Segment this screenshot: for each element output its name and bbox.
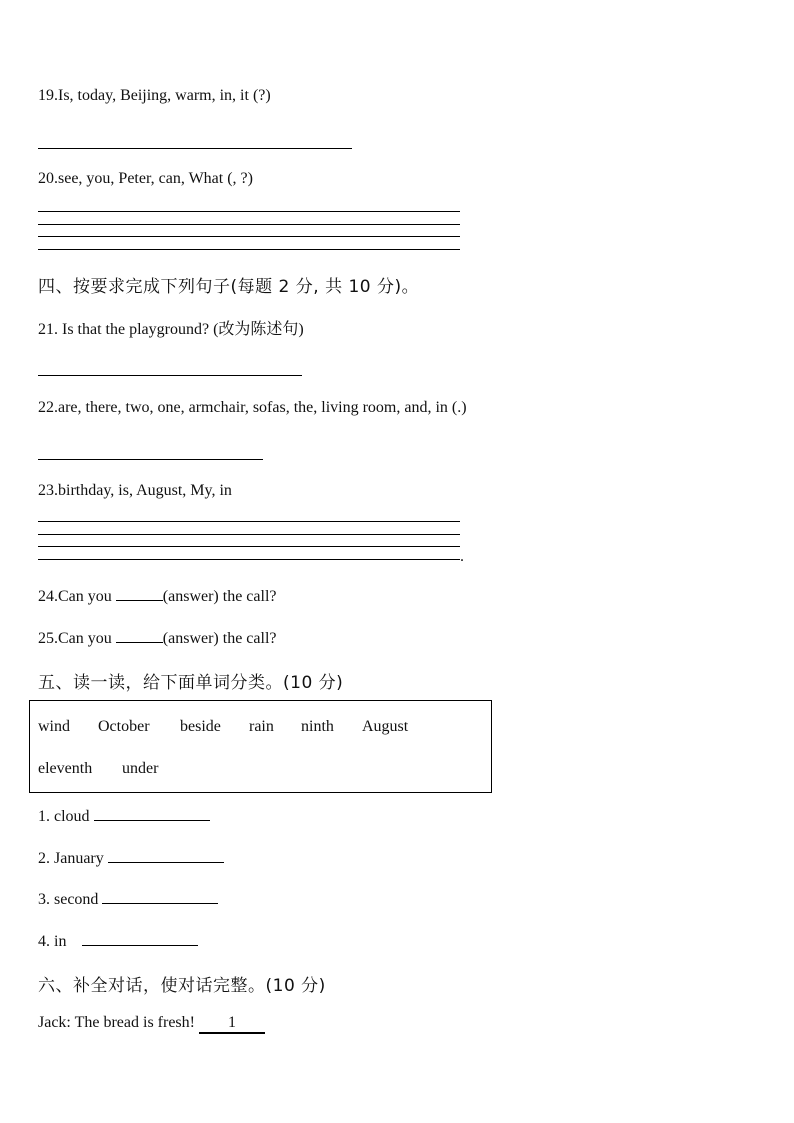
classify-label: 4. in: [38, 933, 71, 950]
classify-item-4: [38, 931, 198, 951]
question-22: 22.are, there, two, one, armchair, sofas, the, living room, and, in (.): [38, 399, 467, 416]
answer-line-20-a[interactable]: [38, 211, 460, 212]
classify-blank[interactable]: [108, 848, 224, 863]
answer-line-22[interactable]: [38, 459, 263, 460]
dialog-text: Jack: The bread is fresh!: [38, 1014, 199, 1031]
answer-line-21[interactable]: [38, 375, 302, 376]
question-25-text-before: 25.Can you: [38, 630, 116, 647]
word-item: ninth: [301, 718, 334, 735]
question-23: 23.birthday, is, August, My, in: [38, 482, 232, 499]
dialog-blank-number: 1: [227, 1014, 236, 1031]
answer-line-23-a[interactable]: [38, 521, 460, 522]
dialog-blank-1[interactable]: [199, 1014, 265, 1034]
classify-blank[interactable]: [82, 931, 198, 946]
classify-label: 1. cloud: [38, 808, 94, 825]
word-item: rain: [249, 718, 274, 735]
word-item: October: [98, 718, 150, 735]
question-24-text-after: (answer) the call?: [162, 588, 277, 605]
word-item: beside: [180, 718, 221, 735]
question-23-period: .: [460, 548, 464, 565]
question-25-blank[interactable]: [116, 628, 163, 643]
answer-line-20-c[interactable]: [38, 236, 460, 237]
answer-line-20-b[interactable]: [38, 224, 460, 225]
question-20: 20.see, you, Peter, can, What (, ?): [38, 170, 253, 187]
answer-line-19[interactable]: [38, 148, 352, 149]
dialog-line-1: [38, 1014, 265, 1034]
word-item: August: [362, 718, 409, 735]
word-item: wind: [38, 718, 70, 735]
classify-label: 2. January: [38, 850, 108, 867]
question-25: [38, 628, 277, 648]
answer-line-20-d[interactable]: [38, 249, 460, 250]
word-bank-box: [29, 700, 492, 793]
question-21: 21. Is that the playground? (改为陈述句): [38, 321, 304, 338]
classify-blank[interactable]: [102, 889, 218, 904]
classify-blank[interactable]: [94, 806, 210, 821]
answer-line-23-d[interactable]: [38, 559, 460, 560]
answer-line-23-b[interactable]: [38, 534, 460, 535]
question-24-text-before: 24.Can you: [38, 588, 116, 605]
word-item: eleventh: [38, 760, 93, 777]
question-24: [38, 586, 277, 606]
question-25-text-after: (answer) the call?: [162, 630, 277, 647]
section-5-heading: 五、读一读，给下面单词分类。(10 分): [38, 673, 344, 693]
classify-item-1: [38, 806, 210, 826]
classify-item-3: [38, 889, 218, 909]
question-24-blank[interactable]: [116, 586, 163, 601]
classify-item-2: [38, 848, 224, 868]
section-4-heading: 四、按要求完成下列句子(每题 2 分, 共 10 分)。: [38, 277, 420, 297]
answer-line-23-c[interactable]: [38, 546, 460, 547]
section-6-heading: 六、补全对话，使对话完整。(10 分): [38, 976, 326, 996]
question-19: 19.Is, today, Beijing, warm, in, it (?): [38, 87, 271, 104]
word-item: under: [122, 760, 159, 777]
classify-label: 3. second: [38, 891, 103, 908]
